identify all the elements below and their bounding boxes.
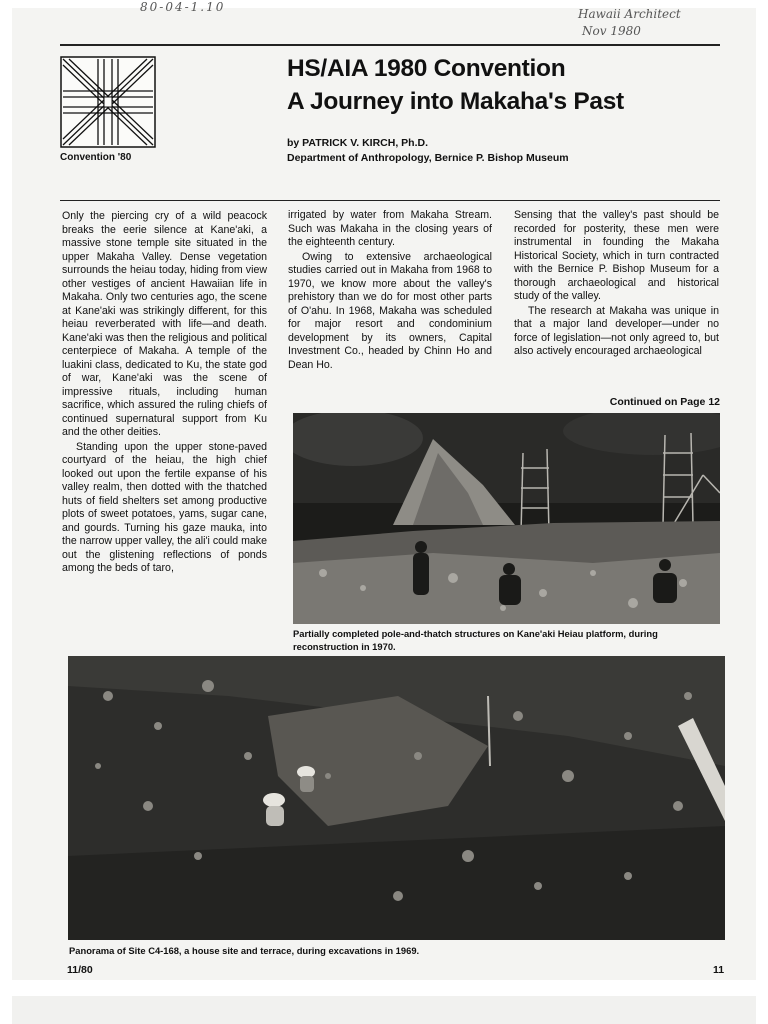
convention-logo-icon bbox=[60, 56, 156, 148]
heiau-reconstruction-photo bbox=[293, 413, 720, 624]
col1-paragraph-2: Standing upon the upper stone-paved courtyard of the heiau, the high chief looked out upon the fertile expanse of his valley realm, then dotted with the thatched huts of field shelters set among productive plots of sweet potatoes, yams, sugar cane, and gourds. Turning his gaze mauka, into the narrow upper valley, the ali'i could make out the glistening reflections of ponds among the beds of taro, bbox=[62, 440, 267, 574]
article-column-2 bbox=[288, 209, 492, 372]
logo-caption: Convention '80 bbox=[60, 152, 132, 163]
handwritten-archive-number: 80-04-1.10 bbox=[140, 0, 226, 14]
site-excavation-photo bbox=[68, 656, 725, 940]
byline bbox=[287, 136, 569, 165]
handwritten-source-note bbox=[578, 6, 748, 40]
source-note-publication: Hawaii Architect bbox=[578, 7, 681, 21]
article-column-1 bbox=[62, 210, 267, 576]
source-note-date: Nov 1980 bbox=[582, 24, 641, 38]
photo-caption-2: Panorama of Site C4-168, a house site and terrace, during excavations in 1969. bbox=[69, 945, 420, 956]
article-column-3 bbox=[514, 209, 719, 359]
header-top-rule bbox=[60, 44, 720, 46]
col2-paragraph-2: Owing to extensive archaeological studies carried out in Makaha from 1968 to 1970, we know more about the valley's prehistory than we do for most other parts of O'ahu. In 1968, Makaha was scheduled for major resort and condominium development by its owners, Capital Investment Co., headed by Chinn Ho and Dean Ho. bbox=[288, 250, 492, 371]
header-bottom-rule bbox=[60, 200, 720, 201]
next-page-edge bbox=[12, 996, 756, 1024]
col3-paragraph-2: The research at Makaha was unique in that a major land developer—under no force of legislation—not only agreed to, but also actively encouraged archaeological bbox=[514, 304, 719, 357]
page-number: 11 bbox=[713, 964, 725, 976]
byline-author: by PATRICK V. KIRCH, Ph.D. bbox=[287, 137, 428, 149]
article-title bbox=[287, 52, 624, 118]
col1-paragraph-1: Only the piercing cry of a wild peacock breaks the eerie silence at Kane'aki, a massive stone temple site situated in the upper Makaha Valley. Dense vegetation surrounds the heiau today, hiding from view other vestiges of ancient Hawaiian life in Makaha. Only two centuries ago, the scene at Kane'aki was strikingly different, for this heiau reverberated with life—and death. Kane'aki was then the religious and political centerpiece of Makaha. A temple of the luakini class, dedicated to Ku, the state god of war, Kane'aki was the scene of impressive rituals, including human sacrifice, which assured the ruling chiefs of continued supernatural support from Ku and the other deities. bbox=[62, 210, 267, 438]
col3-paragraph-1: Sensing that the valley's past should be recorded for posterity, these men were instrumental in founding the Makaha Historical Society, which in turn contracted with the Bernice P. Bishop Museum for a thorough archaeological and historical study of the valley. bbox=[514, 209, 719, 302]
photo-caption-1: Partially completed pole-and-thatch structures on Kane'aki Heiau platform, during reconstruction in 1970. bbox=[293, 628, 658, 652]
title-line-1: HS/AIA 1980 Convention bbox=[287, 55, 566, 82]
col2-paragraph-1: irrigated by water from Makaha Stream. Such was Makaha in the closing years of the eighteenth century. bbox=[288, 209, 492, 248]
issue-date: 11/80 bbox=[67, 964, 93, 976]
byline-department: Department of Anthropology, Bernice P. Bishop Museum bbox=[287, 151, 569, 164]
continued-notice: Continued on Page 12 bbox=[609, 396, 720, 408]
title-line-2: A Journey into Makaha's Past bbox=[287, 88, 624, 115]
